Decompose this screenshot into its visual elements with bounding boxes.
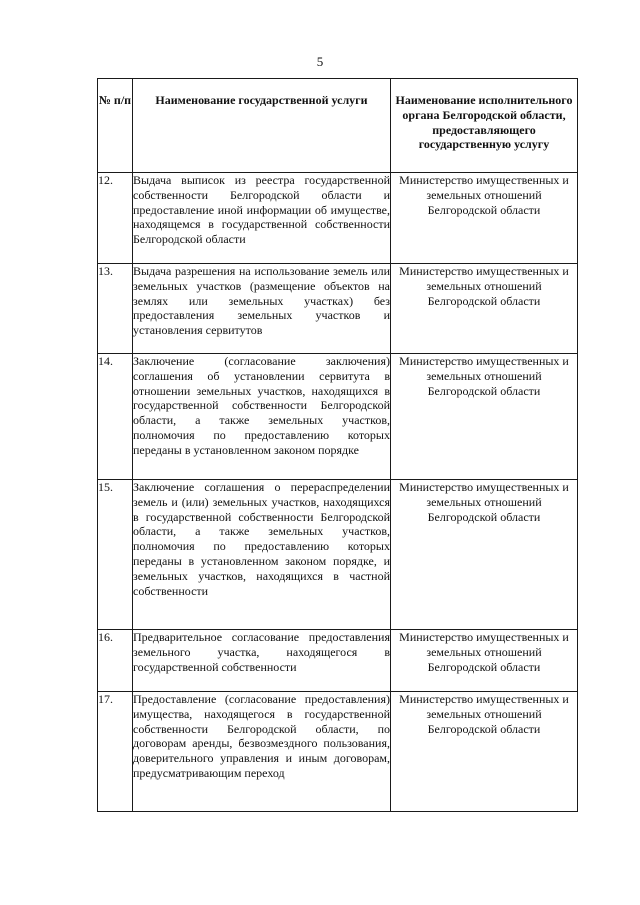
row-number: 14. <box>98 354 133 480</box>
service-name: Заключение (согласование заключения) соглашения об установлении сервитута в отношении земельных участков, находящихся в государственной собственности Белгородской области, а также земельных участков, полномочия по предоставлению которых переданы в установленном законом порядке <box>133 354 391 480</box>
service-name: Выдача выписок из реестра государственной собственности Белгородской области и предоставление иной информации об имуществе, находящемся в государственной собственности Белгородской области <box>133 173 391 264</box>
table-row <box>98 692 578 812</box>
executive-body: Министерство имущественных и земельных отношений Белгородской области <box>391 354 578 480</box>
header-number: № п/п <box>98 79 133 173</box>
row-number: 13. <box>98 264 133 354</box>
services-table <box>97 78 578 812</box>
row-number: 16. <box>98 630 133 692</box>
service-name: Заключение соглашения о перераспределении земель и (или) земельных участков, находящихся в государственной собственности Белгородской области, а также земельных участков, полномочия по предоставлению которых переданы в установленном законом порядке, и земельных участков, находящихся в частной собственности <box>133 480 391 630</box>
service-name: Выдача разрешения на использование земель или земельных участков (размещение объектов на землях или земельных участках) без предоставления земельных участков и установления сервитутов <box>133 264 391 354</box>
table-row <box>98 480 578 630</box>
executive-body: Министерство имущественных и земельных отношений Белгородской области <box>391 630 578 692</box>
executive-body: Министерство имущественных и земельных отношений Белгородской области <box>391 173 578 264</box>
executive-body: Министерство имущественных и земельных отношений Белгородской области <box>391 264 578 354</box>
table-header-row <box>98 79 578 173</box>
table-row <box>98 630 578 692</box>
table-row <box>98 354 578 480</box>
table-row <box>98 264 578 354</box>
executive-body: Министерство имущественных и земельных отношений Белгородской области <box>391 692 578 812</box>
header-executive-body: Наименование исполнительного органа Белгородской области, предоставляющего государственную услугу <box>391 79 578 173</box>
service-name: Предварительное согласование предоставления земельного участка, находящегося в государственной собственности <box>133 630 391 692</box>
executive-body: Министерство имущественных и земельных отношений Белгородской области <box>391 480 578 630</box>
header-service-name: Наименование государственной услуги <box>133 79 391 173</box>
service-name: Предоставление (согласование предоставления) имущества, находящегося в государственной собственности Белгородской области, по договорам аренды, безвозмездного пользования, доверительного управления и иным договорам, предусматривающим переход <box>133 692 391 812</box>
page-number: 5 <box>316 54 324 69</box>
row-number: 12. <box>98 173 133 264</box>
row-number: 15. <box>98 480 133 630</box>
row-number: 17. <box>98 692 133 812</box>
table-row <box>98 173 578 264</box>
